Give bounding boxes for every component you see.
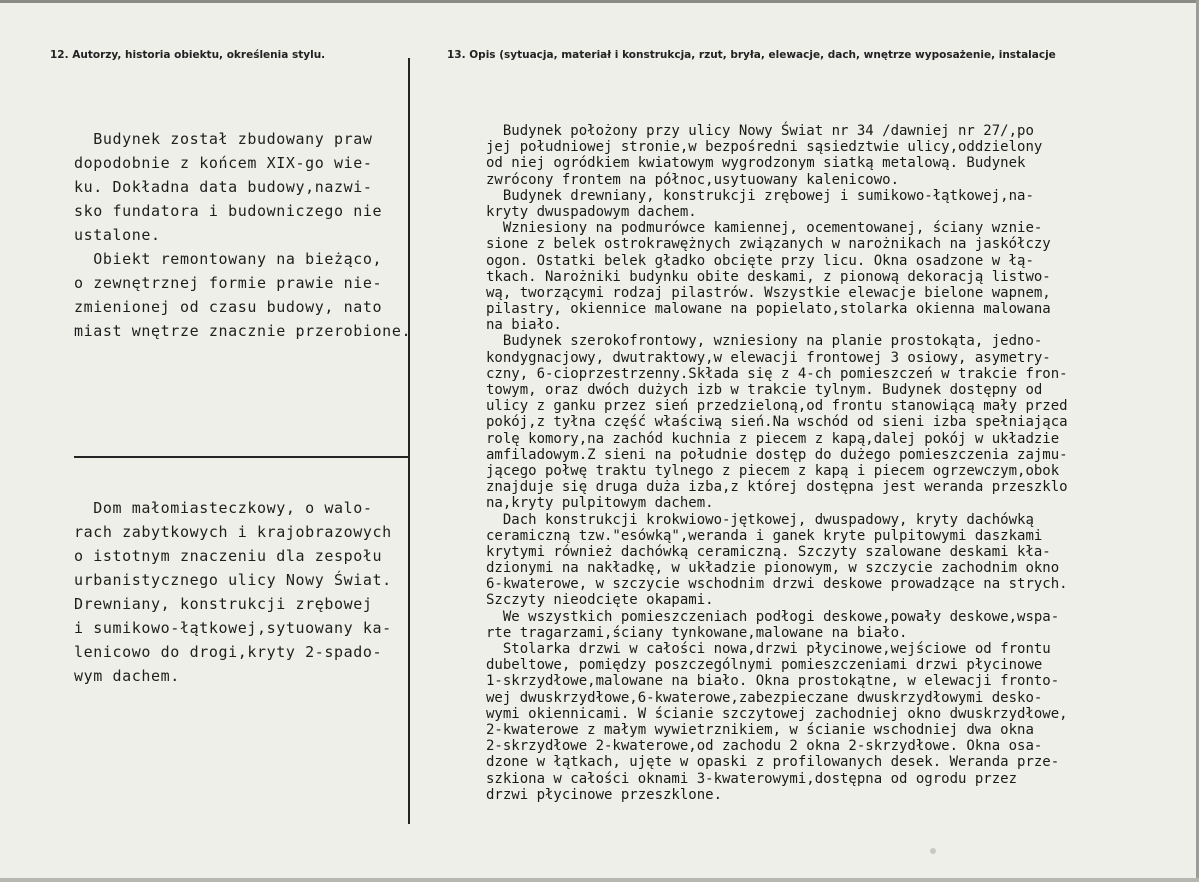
description-line: ceramiczną tzw."esówką",weranda i ganek kryte pulpitowymi daszkami (486, 527, 1043, 544)
history-line: sko fundatora i budowniczego nie (74, 202, 383, 220)
description-line: Szczyty nieodcięte okapami. (486, 592, 714, 609)
history-line: o zewnętrznej formie prawie nie- (74, 274, 383, 292)
description-line: dubeltowe, pomiędzy poszczególnymi pomieszczeniami drzwi płycinowe (486, 657, 1043, 674)
description-line: Dach konstrukcji krokwiowo-jętkowej, dwuspadowy, kryty dachówką (486, 511, 1034, 528)
style-line: i sumikowo-łątkowej,sytuowany ka- (74, 619, 392, 637)
history-line: zmienionej od czasu budowy, nato (74, 298, 383, 316)
description-line: rolę komory,na zachód kuchnia z piecem z kapą,dalej pokój w układzie (486, 430, 1060, 447)
description-line: Wzniesiony na podmurówce kamiennej, ocementowanej, ściany wznie- (486, 220, 1043, 237)
description-line: Budynek położony przy ulicy Nowy Świat nr 34 /dawniej nr 27/,po (486, 123, 1034, 139)
description-line: dzionymi na nakładkę, w układzie pionowym, w szczycie zachodnim okno (486, 560, 1060, 577)
description-line: dzone w łątkach, ujęte w opaski z profilowanych desek. Weranda prze- (486, 754, 1060, 771)
description-line: 2-kwaterowe z małym wywietrznikiem, w ścianie wschodniej dwa okna (486, 721, 1034, 738)
section-13-header: 13. Opis (sytuacja, materiał i konstrukcja, rzut, bryła, elewacje, dach, wnętrze wyposażenie, instalacje (447, 49, 1056, 61)
description-line: znajduje się druga duża izba,z której dostępna jest weranda przeszklo (486, 479, 1068, 496)
history-line: Budynek został zbudowany praw (74, 130, 373, 148)
description-line: szkiona w całości oknami 3-kwaterowymi,dostępna od ogrodu przez (486, 770, 1018, 787)
history-line: ustalone. (74, 226, 161, 244)
history-line: dopodobnie z końcem XIX-go wie- (74, 154, 373, 172)
history-line: ku. Dokładna data budowy,nazwi- (74, 178, 373, 196)
description-line: Budynek drewniany, konstrukcji zrębowej i sumikowo-łątkowej,na- (486, 187, 1034, 204)
description-line: amfiladowym.Z sieni na południe dostęp do dużego pomieszczenia zajmu- (486, 446, 1068, 463)
description-line: jącego połwę traktu tylnego z piecem z kapą i piecem ogrzewczym,obok (486, 462, 1060, 479)
style-line: Drewniany, konstrukcji zrębowej (74, 595, 373, 613)
history-line: miast wnętrze znacznie przerobione. (74, 322, 412, 340)
description-line: jej południowej stronie,w bezpośredni sąsiedztwie ulicy,oddzielony (486, 139, 1043, 156)
section-12-header: 12. Autorzy, historia obiektu, określenia stylu. (50, 49, 326, 61)
description-line: tkach. Narożniki budynku obite deskami, z pionową dekoracją listwo- (486, 268, 1051, 285)
description-line: na biało. (486, 317, 562, 334)
style-line: rach zabytkowych i krajobrazowych (74, 523, 392, 541)
description-text (486, 123, 1196, 803)
description-line: na,kryty pulpitowym dachem. (486, 495, 714, 512)
description-line: kondygnacjowy, dwutraktowy,w elewacji frontowej 3 osiowy, asymetry- (486, 349, 1051, 366)
description-line: 2-skrzydłowe 2-kwaterowe,od zachodu 2 okna 2-skrzydłowe. Okna osa- (486, 738, 1043, 755)
description-line: od niej ogródkiem kwiatowym wygrodzonym siatką metalową. Budynek (486, 155, 1026, 172)
description-line: drzwi płycinowe przeszklone. (486, 786, 723, 803)
description-line: wą, tworzącymi rodzaj pilastrów. Wszystkie elewacje bielone wapnem, (486, 284, 1051, 301)
description-line: krytymi również dachówką ceramiczną. Szczyty szalowane deskami kła- (486, 543, 1051, 560)
description-line: kryty dwuspadowym dachem. (486, 203, 697, 220)
description-line: sione z belek ostrokrawężnych związanych w narożnikach na jaskółczy (486, 236, 1051, 253)
style-line: wym dachem. (74, 667, 180, 685)
description-line: Budynek szerokofrontowy, wzniesiony na planie prostokąta, jedno- (486, 333, 1043, 350)
description-line: pokój,z tyłna część właściwą sień.Na wschód od sieni izba spełniająca (486, 414, 1068, 431)
paper-smudge (930, 848, 936, 854)
description-line: We wszystkich pomieszczeniach podłogi deskowe,powały deskowe,wspa- (486, 608, 1060, 625)
style-line: Dom małomiasteczkowy, o walo- (74, 499, 373, 517)
description-line: wej dwuskrzydłowe,6-kwaterowe,zabezpieczane dwuskrzydłowymi desko- (486, 689, 1043, 706)
description-line: czny, 6-cioprzestrzenny.Składa się z 4-ch pomieszczeń w trakcie fron- (486, 365, 1068, 382)
history-line: Obiekt remontowany na bieżąco, (74, 250, 383, 268)
description-line: 1-skrzydłowe,malowane na biało. Okna prostokątne, w elewacji fronto- (486, 673, 1060, 690)
description-line: rte tragarzami,ściany tynkowane,malowane na biało. (486, 624, 908, 641)
description-line: pilastry, okiennice malowane na popielato,stolarka okienna malowana (486, 301, 1051, 318)
style-assessment-text (74, 496, 454, 688)
description-line: 6-kwaterowe, w szczycie wschodnim drzwi deskowe prowadzące na strych. (486, 576, 1068, 593)
scan-edge-bottom (0, 878, 1199, 882)
description-line: towym, oraz dwóch dużych izb w trakcie tylnym. Budynek dostępny od (486, 382, 1043, 398)
description-line: Stolarka drzwi w całości nowa,drzwi płycinowe,wejściowe od frontu (486, 641, 1051, 657)
scan-edge-top (0, 0, 1199, 3)
style-line: o istotnym znaczeniu dla zespołu (74, 547, 383, 565)
style-line: lenicowo do drogi,kryty 2-spado- (74, 643, 383, 661)
description-line: ogon. Ostatki belek gładko obcięte przy licu. Okna osadzone w łą- (486, 252, 1034, 269)
left-section-divider (74, 456, 409, 458)
history-text (74, 127, 454, 343)
style-line: urbanistycznego ulicy Nowy Świat. (74, 571, 392, 589)
description-line: ulicy z ganku przez sień przedzieloną,od frontu stanowiącą mały przed (486, 398, 1068, 415)
description-line: zwrócony frontem na północ,usytuowany kalenicowo. (486, 171, 900, 188)
description-line: wymi okiennicami. W ścianie szczytowej zachodniej okno dwuskrzydłowe, (486, 705, 1068, 722)
